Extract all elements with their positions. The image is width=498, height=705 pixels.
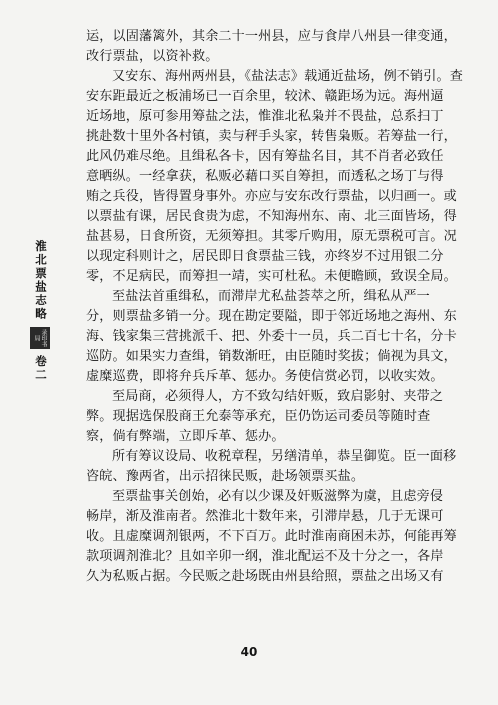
text-line: 虚糜巡费，即将弁兵斥革、惩办。务使信赏必罚，以收实效。	[86, 369, 444, 384]
text-line: 分，则票盐多销一分。现在勘定要隘，即于邻近场地之海州、东	[86, 309, 457, 324]
text-line: 咨皖、豫两省，出示招徕民贩，赴场领票买盐。	[86, 469, 365, 484]
text-line: 盐甚易，日食所资，无须筹担。其零斤购用，原无票税可言。况	[86, 229, 457, 244]
text-line: 改行票盐，以资补救。	[86, 49, 219, 64]
paragraph-start-line: 至票盐事关创始，必有以少课及奸贩滋弊为虞，且虑旁侵	[112, 489, 444, 504]
text-line: 意晒纵。一经拿获，私贩必藉口买自筹担，而透私之场丁与得	[86, 169, 444, 184]
text-line: 零，不足病民，而筹担一靖，实可杜私。未便瞻顾，致误全局。	[86, 269, 457, 284]
text-line: 收。且虚糜调剂银两，不下百万。此时淮南商困未苏，何能再筹	[86, 529, 457, 544]
text-line: 弊。现据选保股商王允泰等承充，臣仍饬运司委员等随时查	[86, 409, 431, 424]
text-line: 察，倘有弊端，立即斥革、惩办。	[86, 429, 285, 444]
text-line: 挑赴数十里外各村镇，卖与秤手头家，转售枭贩。若筹盐一行，	[86, 129, 457, 144]
text-line: 款项调剂淮北？且如辛卯一纲，淮北配运不及十分之一，各岸	[86, 549, 444, 564]
sidebar	[30, 240, 54, 382]
text-line: 以票盐有课，居民食贵为虑，不知海州东、南、北三面皆场，得	[86, 209, 457, 224]
page-number: 40	[240, 645, 258, 659]
text-line: 以现定科则计之，居民即日食票盐三钱，亦终岁不过用银二分	[86, 249, 444, 264]
text-line: 贿之兵役，皆得置身事外。亦应与安东改行票盐，以归画一。或	[86, 189, 457, 204]
publisher-seal: 录印书局	[30, 327, 50, 349]
text-line: 海、钱家集三营挑派千、把、外委十一员，兵二百七十名，分卡	[86, 329, 457, 344]
paragraph-start-line: 又安东、海州两州县，《盐法志》载通近盐场，例不销引。查	[112, 69, 464, 84]
volume-label: 卷二	[34, 355, 48, 382]
paragraph-start-line: 至盐法首重缉私，而滞岸尤私盐荟萃之所，缉私从严一	[112, 289, 430, 304]
text-line: 久为私贩占据。今民贩之赴场既由州县给照，票盐之出场又有	[86, 569, 444, 584]
text-line: 近场地，原可参用筹盐之法，惟淮北私枭并不畏盐，总系扫丁	[86, 109, 444, 124]
text-line: 此风仍难尽绝。且缉私各卡，因有筹盐名目，其不肖者必致任	[86, 149, 444, 164]
text-line: 安东距最近之板浦场已一百余里，较沭、赣距场为远。海州逼	[86, 89, 444, 104]
paragraph-start-line: 所有筹议设局、收税章程，另缮清单，恭呈御览。臣一面移	[112, 449, 457, 464]
paragraph-start-line: 至局商，必须得人，方不致勾结奸贩，致启影射、夹带之	[112, 389, 444, 404]
body-text	[86, 27, 464, 587]
book-title: 淮北票盐志略	[34, 240, 48, 321]
text-line: 运，以固藩篱外，其余二十一州县，应与食岸八州县一律变通，	[86, 29, 457, 44]
text-line: 畅岸，渐及淮南者。然淮北十数年来，引滞岸悬，几于无课可	[86, 509, 444, 524]
text-line: 巡防。如果实力查缉，销数渐旺，由臣随时奖拔；倘视为具文，	[86, 349, 457, 364]
